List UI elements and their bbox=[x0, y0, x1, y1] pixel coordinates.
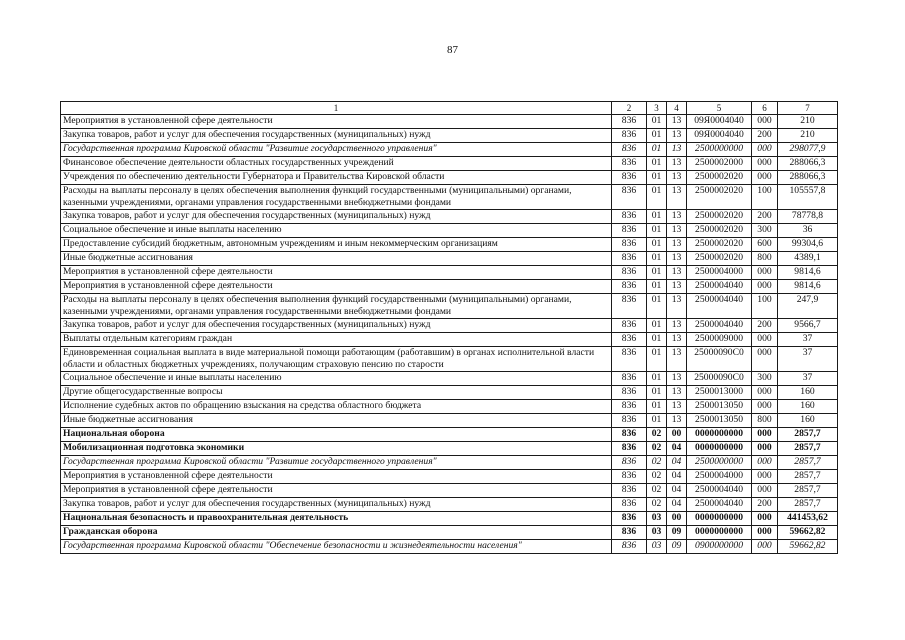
row-col7-cell: 37 bbox=[778, 333, 838, 347]
row-col3-cell: 01 bbox=[647, 210, 667, 224]
row-col7-cell: 441453,62 bbox=[778, 512, 838, 526]
row-col5-cell: 2500004040 bbox=[687, 484, 752, 498]
row-name-cell: Исполнение судебных актов по обращению взыскания на средства областного бюджета bbox=[61, 400, 612, 414]
row-col2-cell: 836 bbox=[612, 498, 647, 512]
row-col4-cell: 13 bbox=[667, 333, 687, 347]
row-name-cell: Учреждения по обеспечению деятельности Губернатора и Правительства Кировской области bbox=[61, 171, 612, 185]
row-col2-cell: 836 bbox=[612, 540, 647, 554]
row-col3-cell: 01 bbox=[647, 400, 667, 414]
row-col6-cell: 200 bbox=[752, 210, 778, 224]
row-name-cell: Социальное обеспечение и иные выплаты населению bbox=[61, 224, 612, 238]
row-col3-cell: 02 bbox=[647, 428, 667, 442]
row-col5-cell: 2500002020 bbox=[687, 224, 752, 238]
row-col6-cell: 000 bbox=[752, 157, 778, 171]
row-col4-cell: 04 bbox=[667, 498, 687, 512]
table-row bbox=[61, 512, 838, 526]
row-col3-cell: 02 bbox=[647, 456, 667, 470]
row-col5-cell: 0000000000 bbox=[687, 526, 752, 540]
row-col3-cell: 01 bbox=[647, 171, 667, 185]
row-col7-cell: 210 bbox=[778, 129, 838, 143]
row-name-cell: Расходы на выплаты персоналу в целях обеспечения выполнения функций государственными (муниципальными) органами, казенными учреждениями, органами управления государственными внебюджетными фондами bbox=[61, 185, 612, 210]
row-name-cell: Закупка товаров, работ и услуг для обеспечения государственных (муниципальных) нужд bbox=[61, 498, 612, 512]
row-col5-cell: 0000000000 bbox=[687, 512, 752, 526]
row-col7-cell: 288066,3 bbox=[778, 171, 838, 185]
row-col2-cell: 836 bbox=[612, 512, 647, 526]
row-col5-cell: 2500000000 bbox=[687, 456, 752, 470]
row-name-cell: Гражданская оборона bbox=[61, 526, 612, 540]
table-row bbox=[61, 333, 838, 347]
table-row bbox=[61, 372, 838, 386]
row-col2-cell: 836 bbox=[612, 210, 647, 224]
row-col4-cell: 13 bbox=[667, 171, 687, 185]
row-col5-cell: 0000000000 bbox=[687, 428, 752, 442]
row-col3-cell: 02 bbox=[647, 470, 667, 484]
row-col7-cell: 160 bbox=[778, 386, 838, 400]
table-row bbox=[61, 185, 838, 210]
row-col2-cell: 836 bbox=[612, 400, 647, 414]
row-col4-cell: 00 bbox=[667, 512, 687, 526]
row-name-cell: Финансовое обеспечение деятельности областных государственных учреждений bbox=[61, 157, 612, 171]
row-col6-cell: 200 bbox=[752, 498, 778, 512]
table-row bbox=[61, 224, 838, 238]
row-col5-cell: 09Я0004040 bbox=[687, 115, 752, 129]
row-col2-cell: 836 bbox=[612, 484, 647, 498]
row-col7-cell: 37 bbox=[778, 347, 838, 372]
row-col3-cell: 01 bbox=[647, 115, 667, 129]
row-col3-cell: 03 bbox=[647, 512, 667, 526]
row-col5-cell: 2500004040 bbox=[687, 294, 752, 319]
row-col5-cell: 2500002000 bbox=[687, 157, 752, 171]
row-col6-cell: 200 bbox=[752, 129, 778, 143]
table-row bbox=[61, 470, 838, 484]
row-name-cell: Выплаты отдельным категориям граждан bbox=[61, 333, 612, 347]
row-col5-cell: 2500004000 bbox=[687, 470, 752, 484]
row-col3-cell: 03 bbox=[647, 540, 667, 554]
row-col7-cell: 9814,6 bbox=[778, 280, 838, 294]
row-col2-cell: 836 bbox=[612, 456, 647, 470]
row-col5-cell: 2500013050 bbox=[687, 400, 752, 414]
row-col7-cell: 78778,8 bbox=[778, 210, 838, 224]
table-row bbox=[61, 540, 838, 554]
row-col2-cell: 836 bbox=[612, 238, 647, 252]
row-col6-cell: 000 bbox=[752, 470, 778, 484]
row-name-cell: Мероприятия в установленной сфере деятельности bbox=[61, 266, 612, 280]
row-col5-cell: 09Я0004040 bbox=[687, 129, 752, 143]
row-col7-cell: 2857,7 bbox=[778, 442, 838, 456]
row-col5-cell: 0000000000 bbox=[687, 442, 752, 456]
table-row bbox=[61, 129, 838, 143]
row-name-cell: Мероприятия в установленной сфере деятельности bbox=[61, 470, 612, 484]
table-row bbox=[61, 319, 838, 333]
row-name-cell: Национальная оборона bbox=[61, 428, 612, 442]
row-col4-cell: 13 bbox=[667, 157, 687, 171]
row-col2-cell: 836 bbox=[612, 414, 647, 428]
row-name-cell: Мероприятия в установленной сфере деятельности bbox=[61, 280, 612, 294]
row-name-cell: Закупка товаров, работ и услуг для обеспечения государственных (муниципальных) нужд bbox=[61, 319, 612, 333]
column-header: 3 bbox=[647, 102, 667, 115]
row-col6-cell: 000 bbox=[752, 333, 778, 347]
table-header-row bbox=[61, 102, 838, 115]
row-col4-cell: 04 bbox=[667, 484, 687, 498]
row-col7-cell: 4389,1 bbox=[778, 252, 838, 266]
row-col3-cell: 01 bbox=[647, 347, 667, 372]
row-col2-cell: 836 bbox=[612, 333, 647, 347]
row-col2-cell: 836 bbox=[612, 470, 647, 484]
row-col4-cell: 13 bbox=[667, 129, 687, 143]
row-name-cell: Закупка товаров, работ и услуг для обеспечения государственных (муниципальных) нужд bbox=[61, 129, 612, 143]
row-col6-cell: 000 bbox=[752, 400, 778, 414]
table-row bbox=[61, 115, 838, 129]
row-col3-cell: 01 bbox=[647, 129, 667, 143]
budget-table bbox=[60, 101, 838, 554]
row-name-cell: Другие общегосударственные вопросы bbox=[61, 386, 612, 400]
table-row bbox=[61, 442, 838, 456]
row-col7-cell: 210 bbox=[778, 115, 838, 129]
row-col2-cell: 836 bbox=[612, 266, 647, 280]
row-col4-cell: 04 bbox=[667, 442, 687, 456]
row-col3-cell: 01 bbox=[647, 372, 667, 386]
row-col6-cell: 000 bbox=[752, 428, 778, 442]
column-header: 5 bbox=[687, 102, 752, 115]
row-col4-cell: 13 bbox=[667, 386, 687, 400]
row-col6-cell: 000 bbox=[752, 540, 778, 554]
row-col2-cell: 836 bbox=[612, 157, 647, 171]
column-header: 1 bbox=[61, 102, 612, 115]
row-col7-cell: 160 bbox=[778, 414, 838, 428]
row-col6-cell: 000 bbox=[752, 386, 778, 400]
row-col3-cell: 02 bbox=[647, 498, 667, 512]
row-col6-cell: 000 bbox=[752, 456, 778, 470]
row-name-cell: Мобилизационная подготовка экономики bbox=[61, 442, 612, 456]
row-col3-cell: 01 bbox=[647, 157, 667, 171]
row-col4-cell: 13 bbox=[667, 319, 687, 333]
table-row bbox=[61, 498, 838, 512]
row-col4-cell: 13 bbox=[667, 347, 687, 372]
row-col7-cell: 59662,82 bbox=[778, 526, 838, 540]
row-col7-cell: 2857,7 bbox=[778, 470, 838, 484]
table-row bbox=[61, 347, 838, 372]
table-row bbox=[61, 456, 838, 470]
row-col6-cell: 000 bbox=[752, 171, 778, 185]
row-col5-cell: 25000090С0 bbox=[687, 372, 752, 386]
row-col7-cell: 288066,3 bbox=[778, 157, 838, 171]
row-name-cell: Иные бюджетные ассигнования bbox=[61, 414, 612, 428]
row-name-cell: Социальное обеспечение и иные выплаты населению bbox=[61, 372, 612, 386]
row-col3-cell: 01 bbox=[647, 333, 667, 347]
table-row bbox=[61, 414, 838, 428]
row-col5-cell: 0900000000 bbox=[687, 540, 752, 554]
row-col2-cell: 836 bbox=[612, 526, 647, 540]
row-col4-cell: 13 bbox=[667, 224, 687, 238]
row-col6-cell: 000 bbox=[752, 115, 778, 129]
row-name-cell: Предоставление субсидий бюджетным, автономным учреждениям и иным некоммерческим организациям bbox=[61, 238, 612, 252]
row-col4-cell: 13 bbox=[667, 238, 687, 252]
row-name-cell: Расходы на выплаты персоналу в целях обеспечения выполнения функций государственными (муниципальными) органами, казенными учреждениями, органами управления государственными внебюджетными фондами bbox=[61, 294, 612, 319]
row-col4-cell: 13 bbox=[667, 372, 687, 386]
row-col3-cell: 03 bbox=[647, 526, 667, 540]
row-col4-cell: 13 bbox=[667, 280, 687, 294]
row-col4-cell: 13 bbox=[667, 400, 687, 414]
row-col2-cell: 836 bbox=[612, 442, 647, 456]
row-col2-cell: 836 bbox=[612, 115, 647, 129]
row-col3-cell: 02 bbox=[647, 484, 667, 498]
row-col6-cell: 300 bbox=[752, 224, 778, 238]
row-name-cell: Мероприятия в установленной сфере деятельности bbox=[61, 115, 612, 129]
row-col7-cell: 298077,9 bbox=[778, 143, 838, 157]
row-col5-cell: 2500002020 bbox=[687, 185, 752, 210]
row-col4-cell: 04 bbox=[667, 470, 687, 484]
row-col5-cell: 2500002020 bbox=[687, 238, 752, 252]
row-col5-cell: 2500013050 bbox=[687, 414, 752, 428]
row-col6-cell: 000 bbox=[752, 143, 778, 157]
table-row bbox=[61, 252, 838, 266]
row-col3-cell: 01 bbox=[647, 185, 667, 210]
row-col6-cell: 000 bbox=[752, 347, 778, 372]
row-col7-cell: 99304,6 bbox=[778, 238, 838, 252]
row-col3-cell: 01 bbox=[647, 266, 667, 280]
row-col2-cell: 836 bbox=[612, 294, 647, 319]
row-col6-cell: 800 bbox=[752, 252, 778, 266]
row-col2-cell: 836 bbox=[612, 252, 647, 266]
row-col5-cell: 2500000000 bbox=[687, 143, 752, 157]
row-name-cell: Иные бюджетные ассигнования bbox=[61, 252, 612, 266]
row-col6-cell: 300 bbox=[752, 372, 778, 386]
row-col2-cell: 836 bbox=[612, 280, 647, 294]
row-col2-cell: 836 bbox=[612, 347, 647, 372]
row-col6-cell: 800 bbox=[752, 414, 778, 428]
row-col3-cell: 01 bbox=[647, 238, 667, 252]
row-col3-cell: 01 bbox=[647, 294, 667, 319]
column-header: 2 bbox=[612, 102, 647, 115]
table-row bbox=[61, 171, 838, 185]
row-col2-cell: 836 bbox=[612, 143, 647, 157]
row-name-cell: Закупка товаров, работ и услуг для обеспечения государственных (муниципальных) нужд bbox=[61, 210, 612, 224]
row-col4-cell: 13 bbox=[667, 115, 687, 129]
row-col6-cell: 000 bbox=[752, 484, 778, 498]
row-col3-cell: 01 bbox=[647, 143, 667, 157]
row-col6-cell: 000 bbox=[752, 280, 778, 294]
row-col5-cell: 2500004040 bbox=[687, 498, 752, 512]
table-row bbox=[61, 386, 838, 400]
row-col2-cell: 836 bbox=[612, 372, 647, 386]
table-row bbox=[61, 143, 838, 157]
table-row bbox=[61, 484, 838, 498]
row-col4-cell: 13 bbox=[667, 185, 687, 210]
row-col4-cell: 13 bbox=[667, 210, 687, 224]
row-col3-cell: 01 bbox=[647, 224, 667, 238]
row-col4-cell: 13 bbox=[667, 414, 687, 428]
row-col4-cell: 04 bbox=[667, 456, 687, 470]
row-col7-cell: 2857,7 bbox=[778, 456, 838, 470]
row-col3-cell: 01 bbox=[647, 414, 667, 428]
column-header: 4 bbox=[667, 102, 687, 115]
row-col3-cell: 01 bbox=[647, 280, 667, 294]
row-col2-cell: 836 bbox=[612, 319, 647, 333]
row-col2-cell: 836 bbox=[612, 386, 647, 400]
page-number: 87 bbox=[447, 44, 458, 56]
row-col7-cell: 2857,7 bbox=[778, 498, 838, 512]
row-col4-cell: 13 bbox=[667, 294, 687, 319]
row-col4-cell: 13 bbox=[667, 143, 687, 157]
row-name-cell: Единовременная социальная выплата в виде материальной помощи работающим (работавшим) в органах исполнительной власти области и областных бюджетных учреждениях, получающим страховую пенсию по старости bbox=[61, 347, 612, 372]
row-col5-cell: 25000090С0 bbox=[687, 347, 752, 372]
row-col6-cell: 100 bbox=[752, 185, 778, 210]
row-col7-cell: 2857,7 bbox=[778, 428, 838, 442]
row-col5-cell: 2500009000 bbox=[687, 333, 752, 347]
row-col5-cell: 2500004040 bbox=[687, 319, 752, 333]
row-col5-cell: 2500002020 bbox=[687, 252, 752, 266]
column-header: 6 bbox=[752, 102, 778, 115]
row-col7-cell: 59662,82 bbox=[778, 540, 838, 554]
row-col5-cell: 2500002020 bbox=[687, 171, 752, 185]
row-col2-cell: 836 bbox=[612, 171, 647, 185]
table-row bbox=[61, 428, 838, 442]
table-row bbox=[61, 157, 838, 171]
table-row bbox=[61, 238, 838, 252]
row-col7-cell: 160 bbox=[778, 400, 838, 414]
row-col7-cell: 247,9 bbox=[778, 294, 838, 319]
row-col6-cell: 200 bbox=[752, 319, 778, 333]
row-col6-cell: 000 bbox=[752, 442, 778, 456]
table-row bbox=[61, 280, 838, 294]
row-col6-cell: 000 bbox=[752, 512, 778, 526]
row-col4-cell: 09 bbox=[667, 526, 687, 540]
row-col2-cell: 836 bbox=[612, 129, 647, 143]
row-col2-cell: 836 bbox=[612, 428, 647, 442]
row-col2-cell: 836 bbox=[612, 185, 647, 210]
column-header: 7 bbox=[778, 102, 838, 115]
row-name-cell: Государственная программа Кировской области "Развитие государственного управления" bbox=[61, 456, 612, 470]
table-row bbox=[61, 400, 838, 414]
row-name-cell: Национальная безопасность и правоохранительная деятельность bbox=[61, 512, 612, 526]
row-col7-cell: 37 bbox=[778, 372, 838, 386]
table-row bbox=[61, 294, 838, 319]
row-col3-cell: 02 bbox=[647, 442, 667, 456]
row-col5-cell: 2500004040 bbox=[687, 280, 752, 294]
row-col5-cell: 2500002020 bbox=[687, 210, 752, 224]
row-col7-cell: 9566,7 bbox=[778, 319, 838, 333]
row-col4-cell: 00 bbox=[667, 428, 687, 442]
row-col6-cell: 000 bbox=[752, 526, 778, 540]
row-name-cell: Мероприятия в установленной сфере деятельности bbox=[61, 484, 612, 498]
row-col4-cell: 13 bbox=[667, 252, 687, 266]
row-col7-cell: 105557,8 bbox=[778, 185, 838, 210]
row-col4-cell: 13 bbox=[667, 266, 687, 280]
row-col6-cell: 100 bbox=[752, 294, 778, 319]
row-col7-cell: 36 bbox=[778, 224, 838, 238]
table-row bbox=[61, 266, 838, 280]
row-col7-cell: 9814,6 bbox=[778, 266, 838, 280]
row-col5-cell: 2500004000 bbox=[687, 266, 752, 280]
row-name-cell: Государственная программа Кировской области "Обеспечение безопасности и жизнедеятельности населения" bbox=[61, 540, 612, 554]
row-name-cell: Государственная программа Кировской области "Развитие государственного управления" bbox=[61, 143, 612, 157]
row-col6-cell: 000 bbox=[752, 266, 778, 280]
row-col7-cell: 2857,7 bbox=[778, 484, 838, 498]
row-col3-cell: 01 bbox=[647, 319, 667, 333]
table-row bbox=[61, 210, 838, 224]
row-col2-cell: 836 bbox=[612, 224, 647, 238]
row-col3-cell: 01 bbox=[647, 386, 667, 400]
row-col5-cell: 2500013000 bbox=[687, 386, 752, 400]
row-col4-cell: 09 bbox=[667, 540, 687, 554]
table-row bbox=[61, 526, 838, 540]
row-col6-cell: 600 bbox=[752, 238, 778, 252]
row-col3-cell: 01 bbox=[647, 252, 667, 266]
